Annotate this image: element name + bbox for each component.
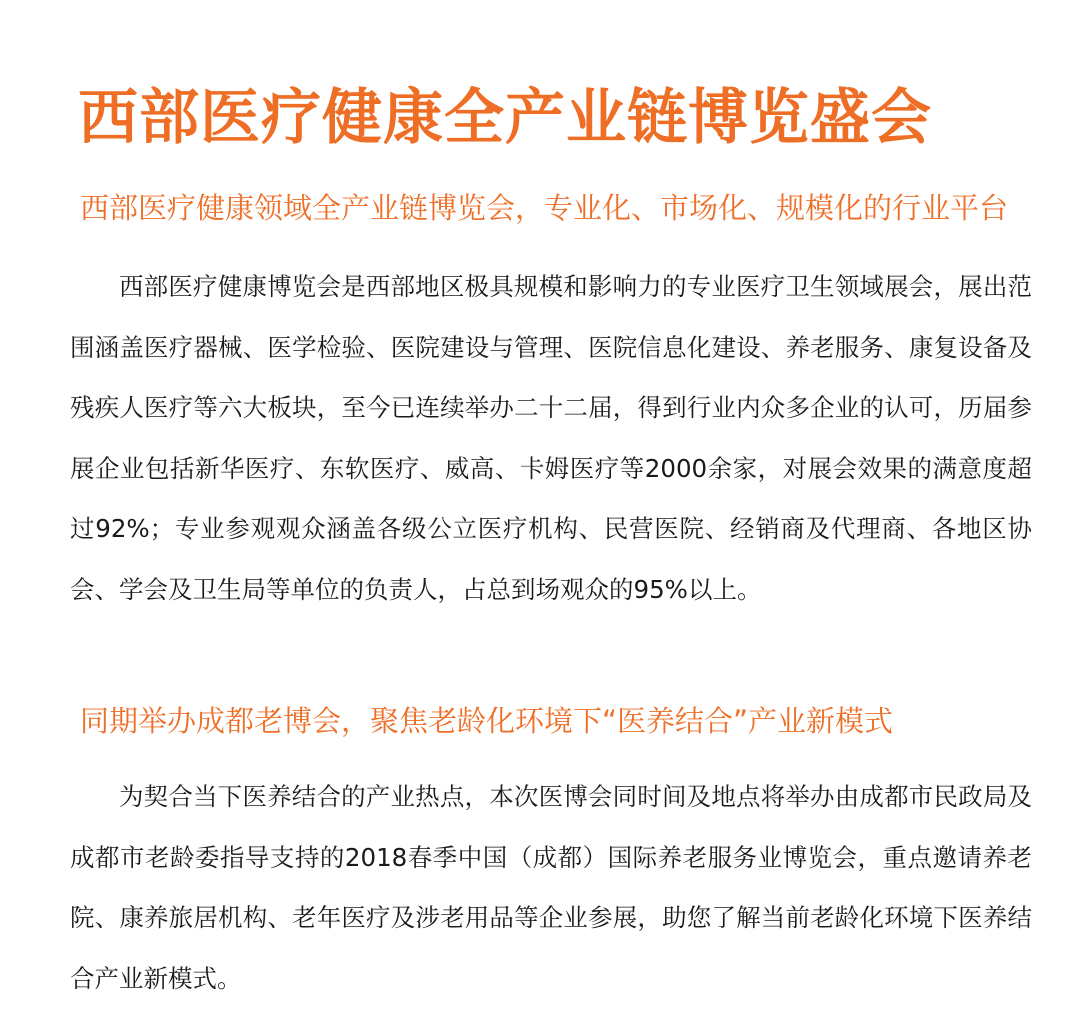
section-1-heading: 西部医疗健康领域全产业链博览会，专业化、市场化、规模化的行业平台 xyxy=(80,191,1009,225)
section-2-body: 为契合当下医养结合的产业热点，本次医博会同时间及地点将举办由成都市民政局及成都市老龄委指导支持的2018春季中国（成都）国际养老服务业博览会，重点邀请养老院、康养旅居机构、老年医疗及涉老用品等企业参展，助您了解当前老龄化环境下医养结合产业新模式。 xyxy=(70,782,1032,993)
section-1-body: 西部医疗健康博览会是西部地区极具规模和影响力的专业医疗卫生领域展会，展出范围涵盖医疗器械、医学检验、医院建设与管理、医院信息化建设、养老服务、康复设备及残疾人医疗等六大板块，至今已连续举办二十二届，得到行业内众多企业的认可，历届参展企业包括新华医疗、东软医疗、威高、卡姆医疗等2000余家，对展会效果的满意度超过92%；专业参观观众涵盖各级公立医疗机构、民营医院、经销商及代理商、各地区协会、学会及卫生局等单位的负责人，占总到场观众的95%以上。 xyxy=(70,272,1032,604)
section-2-heading: 同期举办成都老博会，聚焦老龄化环境下“医养结合”产业新模式 xyxy=(80,704,894,738)
main-title: 西部医疗健康全产业链博览盛会 xyxy=(78,83,932,153)
